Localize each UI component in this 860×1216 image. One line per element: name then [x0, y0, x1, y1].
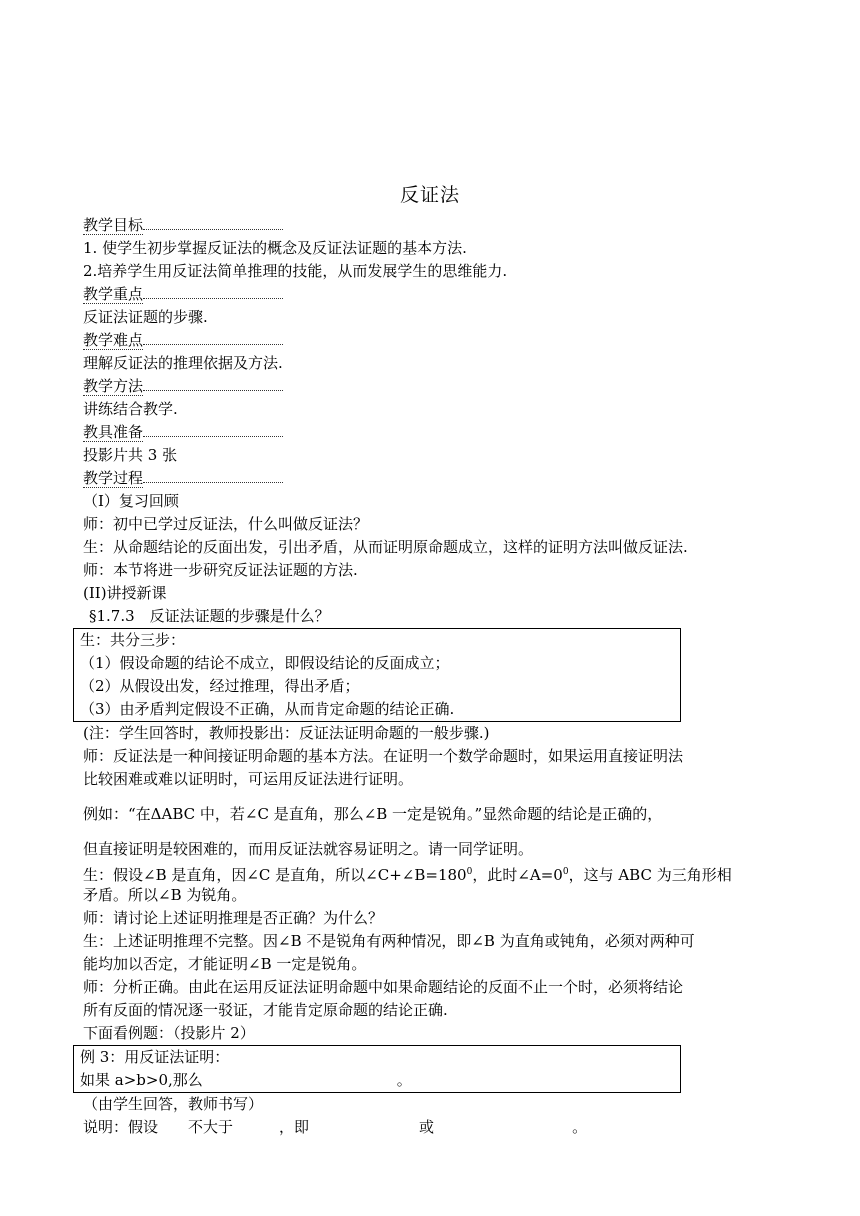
student-answer-line: （由学生回答，教师书写） — [83, 1095, 264, 1113]
teacher-line-4: 师：请讨论上述证明推理是否正确？为什么？ — [83, 909, 384, 927]
review-heading: （I）复习回顾 — [83, 492, 179, 510]
steps-box-line: （3）由矛盾判定假设不正确，从而肯定命题的结论正确. — [80, 700, 455, 718]
teacher-line-2: 师：本节将进一步研究反证法证题的方法. — [83, 561, 358, 579]
steps-box — [73, 628, 681, 722]
section-question: §1.7.3 反证法证题的步骤是什么？ — [89, 607, 330, 625]
heading-dotted-rule — [143, 376, 283, 391]
key-text: 反证法证题的步骤. — [83, 308, 208, 326]
tools-heading: 教具准备 — [83, 421, 283, 444]
degree-superscript: 0 — [466, 867, 473, 877]
student-line-1: 生：从命题结论的反面出发，引出矛盾，从而证明原命题成立，这样的证明方法叫做反证法. — [83, 538, 688, 556]
steps-box-line: （1）假设命题的结论不成立，即假设结论的反面成立； — [80, 654, 450, 672]
method-heading: 教学方法 — [83, 375, 283, 398]
goals-heading: 教学目标 — [83, 214, 283, 237]
heading-dotted-rule — [143, 215, 283, 230]
degree-superscript: 0 — [562, 867, 569, 877]
new-lesson-heading: (II)讲授新课 — [83, 584, 167, 602]
teacher-line-3b: 比较困难或难以证明时，可运用反证法进行证明。 — [83, 770, 414, 788]
page-title: 反证法 — [399, 184, 460, 206]
explanation-line: 说明：假设 不大于 ，即 或 。 — [83, 1118, 588, 1136]
student-line-2a: 生：假设∠B 是直角，因∠C 是直角，所以$\angle C+\angle B=180^0$，此时$\angle A=0^0$，这与 ABC 为三角形相 — [83, 866, 732, 884]
heading-dotted-rule — [143, 330, 283, 345]
document-body — [80, 214, 783, 1139]
student-line-2b: 矛盾。所以∠B 为锐角。 — [83, 886, 247, 904]
difficulty-heading: 教学难点 — [83, 329, 283, 352]
tools-text: 投影片共 3 张 — [83, 446, 178, 464]
student-line-3b: 能均加以否定，才能证明∠B 一定是锐角。 — [83, 955, 367, 973]
teacher-line-3a: 师：反证法是一种间接证明命题的基本方法。在证明一个数学命题时，如果运用直接证明法 — [83, 747, 684, 765]
steps-box-line: （2）从假设出发，经过推理，得出矛盾； — [80, 677, 360, 695]
teacher-line-5b: 所有反面的情况逐一驳证，才能肯定原命题的结论正确. — [83, 1001, 448, 1019]
difficulty-text: 理解反证法的推理依据及方法. — [83, 354, 283, 372]
teacher-line-5a: 师：分析正确。由此在运用反证法证明命题中如果命题结论的反面不止一个时，必须将结论 — [83, 978, 684, 996]
example-box-line-1: 例 3：用反证法证明： — [80, 1048, 230, 1066]
goal-2: 2.培养学生用反证法简单推理的技能，从而发展学生的思维能力. — [83, 262, 508, 280]
example-line-a: 例如：“在ΔABC 中，若∠C 是直角，那么∠B 一定是锐角。”显然命题的结论是正确的， — [83, 805, 663, 823]
next-example-line: 下面看例题：（投影片 2） — [83, 1024, 255, 1042]
note-line: (注：学生回答时，教师投影出：反证法证明命题的一般步骤.) — [83, 724, 490, 742]
goal-1: 1. 使学生初步掌握反证法的概念及反证法证题的基本方法. — [83, 239, 467, 257]
example-box — [73, 1045, 681, 1093]
method-text: 讲练结合教学. — [83, 400, 178, 418]
teacher-line-1: 师：初中已学过反证法，什么叫做反证法？ — [83, 515, 369, 533]
heading-dotted-rule — [143, 284, 283, 299]
student-line-3a: 生：上述证明推理不完整。因∠B 不是锐角有两种情况，即∠B 为直角或钝角，必须对两种可 — [83, 932, 695, 950]
heading-dotted-rule — [143, 422, 283, 437]
example-box-line-2: 如果 a>b>0,那么 。 — [80, 1071, 412, 1089]
heading-dotted-rule — [143, 468, 283, 483]
process-heading: 教学过程 — [83, 467, 283, 490]
steps-box-line: 生：共分三步： — [80, 631, 186, 649]
key-heading: 教学重点 — [83, 283, 283, 306]
example-line-b: 但直接证明是较困难的，而用反证法就容易证明之。请一同学证明。 — [83, 840, 534, 858]
